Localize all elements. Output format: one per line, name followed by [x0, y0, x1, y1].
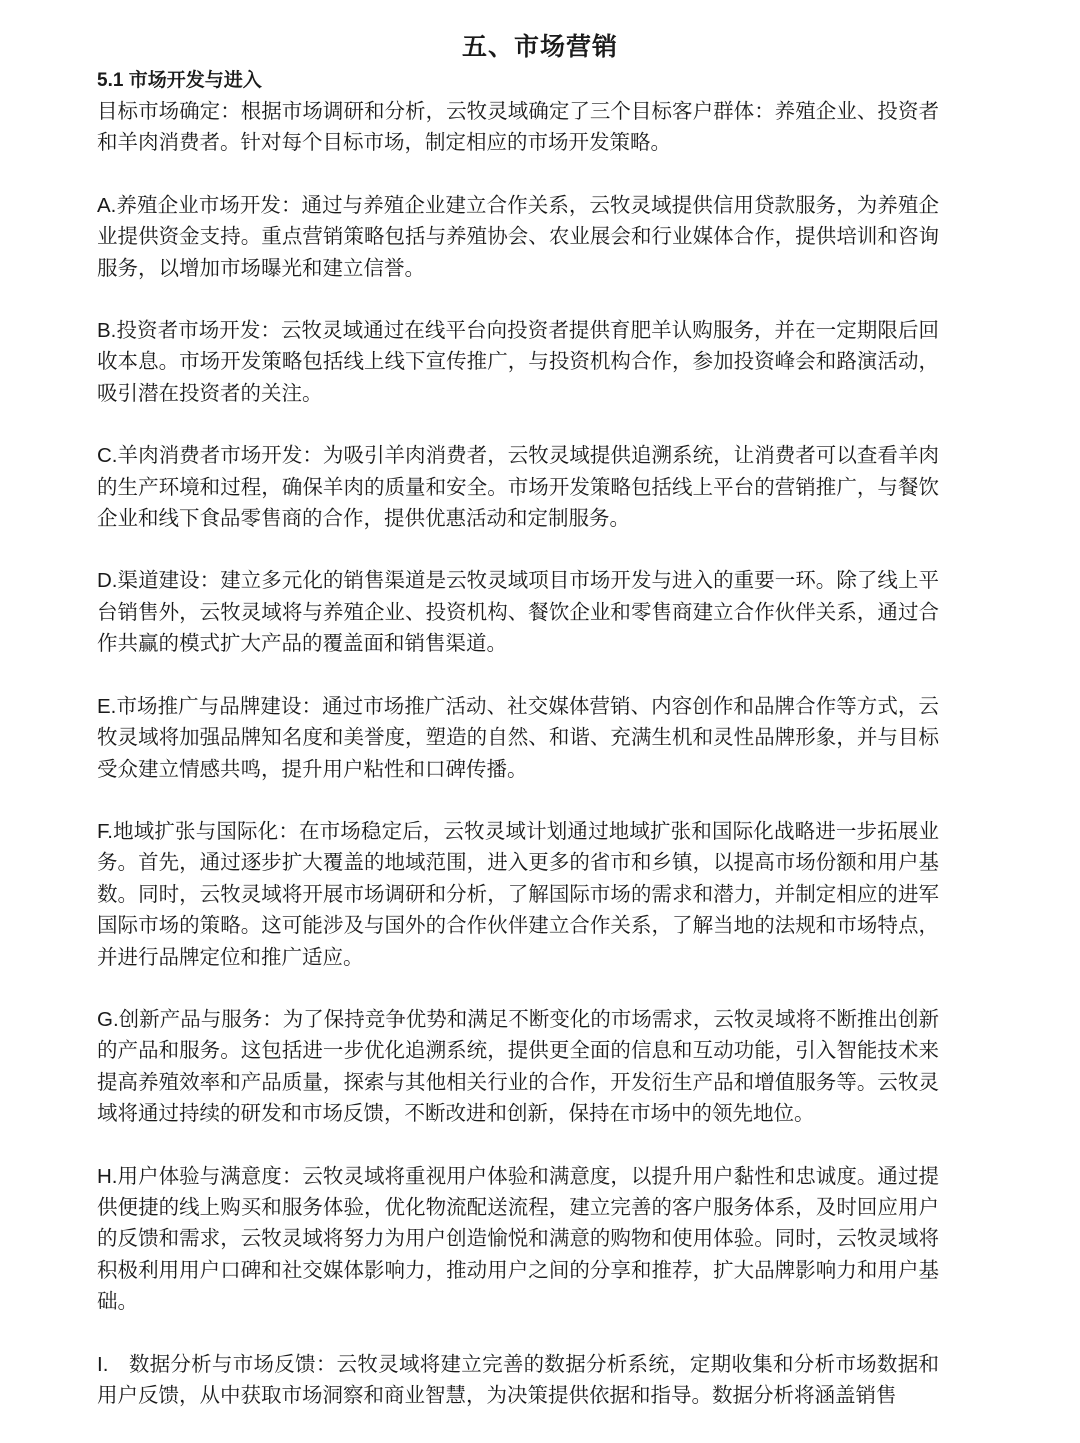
paragraph-text: 羊肉消费者市场开发：为吸引羊肉消费者，云牧灵域提供追溯系统，让消费者可以查看羊肉的生产环境和过程，确保羊肉的质量和安全。市场开发策略包括线上平台的营销推广，与餐饮企业和线下食品零售商的合作，提供优惠活动和定制服务。: [97, 443, 939, 531]
paragraph-label: A.: [97, 193, 117, 217]
paragraph-g: [97, 1004, 939, 1130]
paragraph-text: 市场推广与品牌建设：通过市场推广活动、社交媒体营销、内容创作和品牌合作等方式，云牧灵域将加强品牌知名度和美誉度，塑造的自然、和谐、充满生机和灵性品牌形象，并与目标受众建立情感共鸣，提升用户粘性和口碑传播。: [97, 693, 939, 781]
paragraph-label: D.: [97, 569, 118, 593]
paragraph-text: 投资者市场开发：云牧灵域通过在线平台向投资者提供育肥羊认购服务，并在一定期限后回收本息。市场开发策略包括线上线下宣传推广，与投资机构合作，参加投资峰会和路演活动，吸引潜在投资者的关注。: [97, 318, 939, 405]
intro-paragraph: 目标市场确定：根据市场调研和分析，云牧灵域确定了三个目标客户群体：养殖企业、投资者和羊肉消费者。针对每个目标市场，制定相应的市场开发策略。: [97, 99, 939, 155]
paragraph-label: C.: [97, 444, 118, 468]
paragraph-d: [97, 565, 939, 659]
paragraph-e: [97, 691, 939, 785]
paragraph-b: [97, 315, 939, 409]
paragraph-text: 创新产品与服务：为了保持竞争优势和满足不断变化的市场需求，云牧灵域将不断推出创新的产品和服务。这包括进一步优化追溯系统，提供更全面的信息和互动功能，引入智能技术来提高养殖效率和产品质量，探索与其他相关行业的合作，开发衍生产品和增值服务等。云牧灵域将通过持续的研发和市场反馈，不断改进和创新，保持在市场中的领先地位。: [97, 1006, 939, 1126]
paragraph-text: 地域扩张与国际化：在市场稳定后，云牧灵域计划通过地域扩张和国际化战略进一步拓展业务。首先，通过逐步扩大覆盖的地域范围，进入更多的省市和乡镇，以提高市场份额和用户基数。同时，云牧灵域将开展市场调研和分析，了解国际市场的需求和潜力，并制定相应的进军国际市场的策略。这可能涉及与国外的合作伙伴建立合作关系，了解当地的法规和市场特点，并进行品牌定位和推广适应。: [97, 818, 939, 969]
paragraph-text: 渠道建设：建立多元化的销售渠道是云牧灵域项目市场开发与进入的重要一环。除了线上平台销售外，云牧灵域将与养殖企业、投资机构、餐饮企业和零售商建立合作伙伴关系，通过合作共赢的模式扩大产品的覆盖面和销售渠道。: [97, 568, 939, 656]
paragraph-c: [97, 440, 939, 534]
paragraph-a: [97, 190, 939, 284]
paragraph-label: I.: [97, 1352, 109, 1376]
paragraph-text: 养殖企业市场开发：通过与养殖企业建立合作关系，云牧灵域提供信用贷款服务，为养殖企业提供资金支持。重点营销策略包括与养殖协会、农业展会和行业媒体合作，提供培训和咨询服务，以增加市场曝光和建立信誉。: [97, 192, 939, 280]
page-title: 五、市场营销: [461, 32, 618, 61]
paragraph-label: F.: [97, 819, 113, 843]
section-heading: 5.1 市场开发与进入: [97, 70, 262, 91]
body-text: [97, 96, 939, 1442]
paragraph-label: E.: [97, 694, 117, 718]
paragraph-text: 用户体验与满意度：云牧灵域将重视用户体验和满意度，以提升用户黏性和忠诚度。通过提供便捷的线上购买和服务体验，优化物流配送流程，建立完善的客户服务体系，及时回应用户的反馈和需求，云牧灵域将努力为用户创造愉悦和满意的购物和使用体验。同时，云牧灵域将积极利用用户口碑和社交媒体影响力，推动用户之间的分享和推荐，扩大品牌影响力和用户基础。: [97, 1163, 939, 1314]
paragraph-label: G.: [97, 1007, 119, 1031]
paragraph-label: B.: [97, 319, 117, 343]
paragraph-text: 数据分析与市场反馈：云牧灵域将建立完善的数据分析系统，定期收集和分析市场数据和用户反馈，从中获取市场洞察和商业智慧，为决策提供依据和指导。数据分析将涵盖销售: [97, 1351, 939, 1407]
paragraph-i: [97, 1349, 939, 1412]
paragraph-f: [97, 816, 939, 973]
paragraph-label: H.: [97, 1164, 118, 1188]
paragraph-h: [97, 1161, 939, 1318]
